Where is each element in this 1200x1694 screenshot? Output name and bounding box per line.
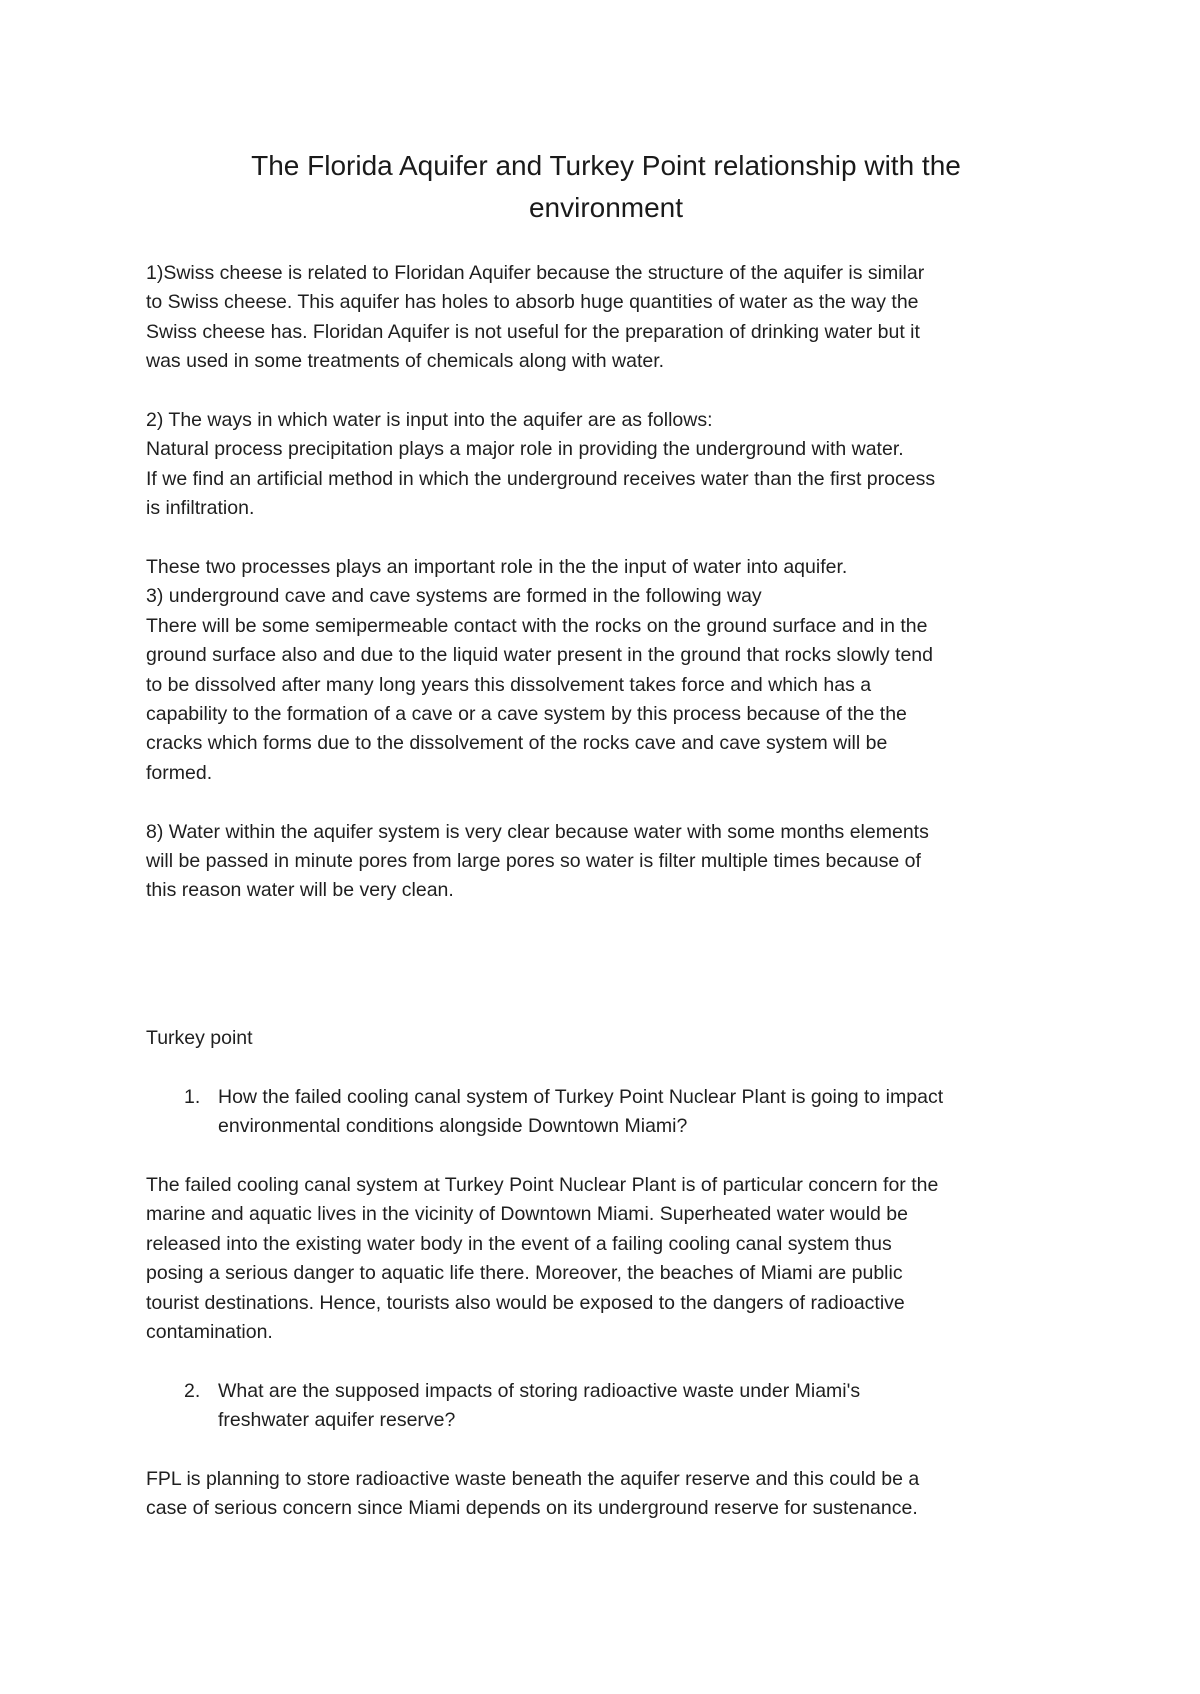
- spacer: [146, 1142, 1066, 1171]
- document-body: [146, 145, 1066, 1524]
- text-line: marine and aquatic lives in the vicinity of Downtown Miami. Superheated water would be: [146, 1203, 908, 1226]
- spacer: [146, 1053, 1066, 1082]
- text-line: was used in some treatments of chemicals along with water.: [146, 350, 665, 373]
- text-line: case of serious concern since Miami depends on its underground reserve for sustenance.: [146, 1497, 918, 1520]
- text-line: What are the supposed impacts of storing radioactive waste under Miami's: [218, 1379, 861, 1402]
- numbered-question-2: [146, 1377, 1066, 1436]
- spacer: [146, 229, 1066, 259]
- title-line: The Florida Aquifer and Turkey Point relationship with the: [251, 150, 961, 181]
- numbered-question-1: [146, 1083, 1066, 1142]
- text-line: 2) The ways in which water is input into the aquifer are as follows:: [146, 409, 713, 432]
- text-line: tourist destinations. Hence, tourists also would be exposed to the dangers of radioactive: [146, 1291, 905, 1314]
- text-line: 3) underground cave and cave systems are formed in the following way: [146, 585, 762, 608]
- spacer: [146, 524, 1066, 553]
- section-heading: Turkey point: [146, 1026, 253, 1049]
- text-line: will be passed in minute pores from large pores so water is filter multiple times because of: [146, 850, 921, 873]
- paragraph-swiss-cheese: [146, 259, 1066, 377]
- document-title: [126, 145, 1086, 229]
- spacer: [146, 788, 1066, 817]
- text-line: If we find an artificial method in which the underground receives water than the first process: [146, 467, 936, 490]
- text-line: formed.: [146, 761, 213, 784]
- title-line: environment: [528, 192, 684, 223]
- text-line: is infiltration.: [146, 497, 255, 520]
- spacer: [146, 377, 1066, 406]
- text-line: 8) Water within the aquifer system is very clear because water with some months elements: [146, 820, 929, 843]
- text-line: contamination.: [146, 1320, 273, 1343]
- paragraph-cave-systems: [146, 553, 1066, 788]
- text-line: cracks which forms due to the dissolvement of the rocks cave and cave system will be: [146, 732, 888, 755]
- text-line: These two processes plays an important role in the the input of water into aquifer.: [146, 556, 848, 579]
- text-line: released into the existing water body in the event of a failing cooling canal system thus: [146, 1232, 892, 1255]
- list-number: 2.: [184, 1379, 201, 1402]
- text-line: environmental conditions alongside Downtown Miami?: [218, 1115, 688, 1138]
- text-line: FPL is planning to store radioactive waste beneath the aquifer reserve and this could be a: [146, 1467, 920, 1490]
- text-line: to Swiss cheese. This aquifer has holes to absorb huge quantities of water as the way the: [146, 291, 919, 314]
- list-number: 1.: [184, 1085, 201, 1108]
- text-line: capability to the formation of a cave or a cave system by this process because of the the: [146, 703, 907, 726]
- answer-2: [146, 1465, 1066, 1524]
- text-line: this reason water will be very clean.: [146, 879, 454, 902]
- text-line: How the failed cooling canal system of Turkey Point Nuclear Plant is going to impact: [218, 1085, 944, 1108]
- text-line: freshwater aquifer reserve?: [218, 1409, 456, 1432]
- text-line: There will be some semipermeable contact with the rocks on the ground surface and in the: [146, 614, 928, 637]
- text-line: Swiss cheese has. Floridan Aquifer is not useful for the preparation of drinking water but it: [146, 320, 920, 343]
- spacer: [146, 1347, 1066, 1376]
- spacer: [146, 1436, 1066, 1465]
- text-line: ground surface also and due to the liquid water present in the ground that rocks slowly tend: [146, 644, 933, 667]
- answer-1: [146, 1171, 1066, 1347]
- paragraph-water-clarity: [146, 818, 1066, 906]
- text-line: 1)Swiss cheese is related to Floridan Aquifer because the structure of the aquifer is similar: [146, 262, 925, 284]
- text-line: posing a serious danger to aquatic life there. Moreover, the beaches of Miami are public: [146, 1262, 903, 1285]
- spacer: [146, 906, 1066, 1024]
- text-line: to be dissolved after many long years this dissolvement takes force and which has a: [146, 673, 872, 696]
- paragraph-water-input: [146, 406, 1066, 524]
- text-line: The failed cooling canal system at Turkey Point Nuclear Plant is of particular concern for the: [146, 1173, 939, 1196]
- text-line: Natural process precipitation plays a major role in providing the underground with water.: [146, 438, 904, 461]
